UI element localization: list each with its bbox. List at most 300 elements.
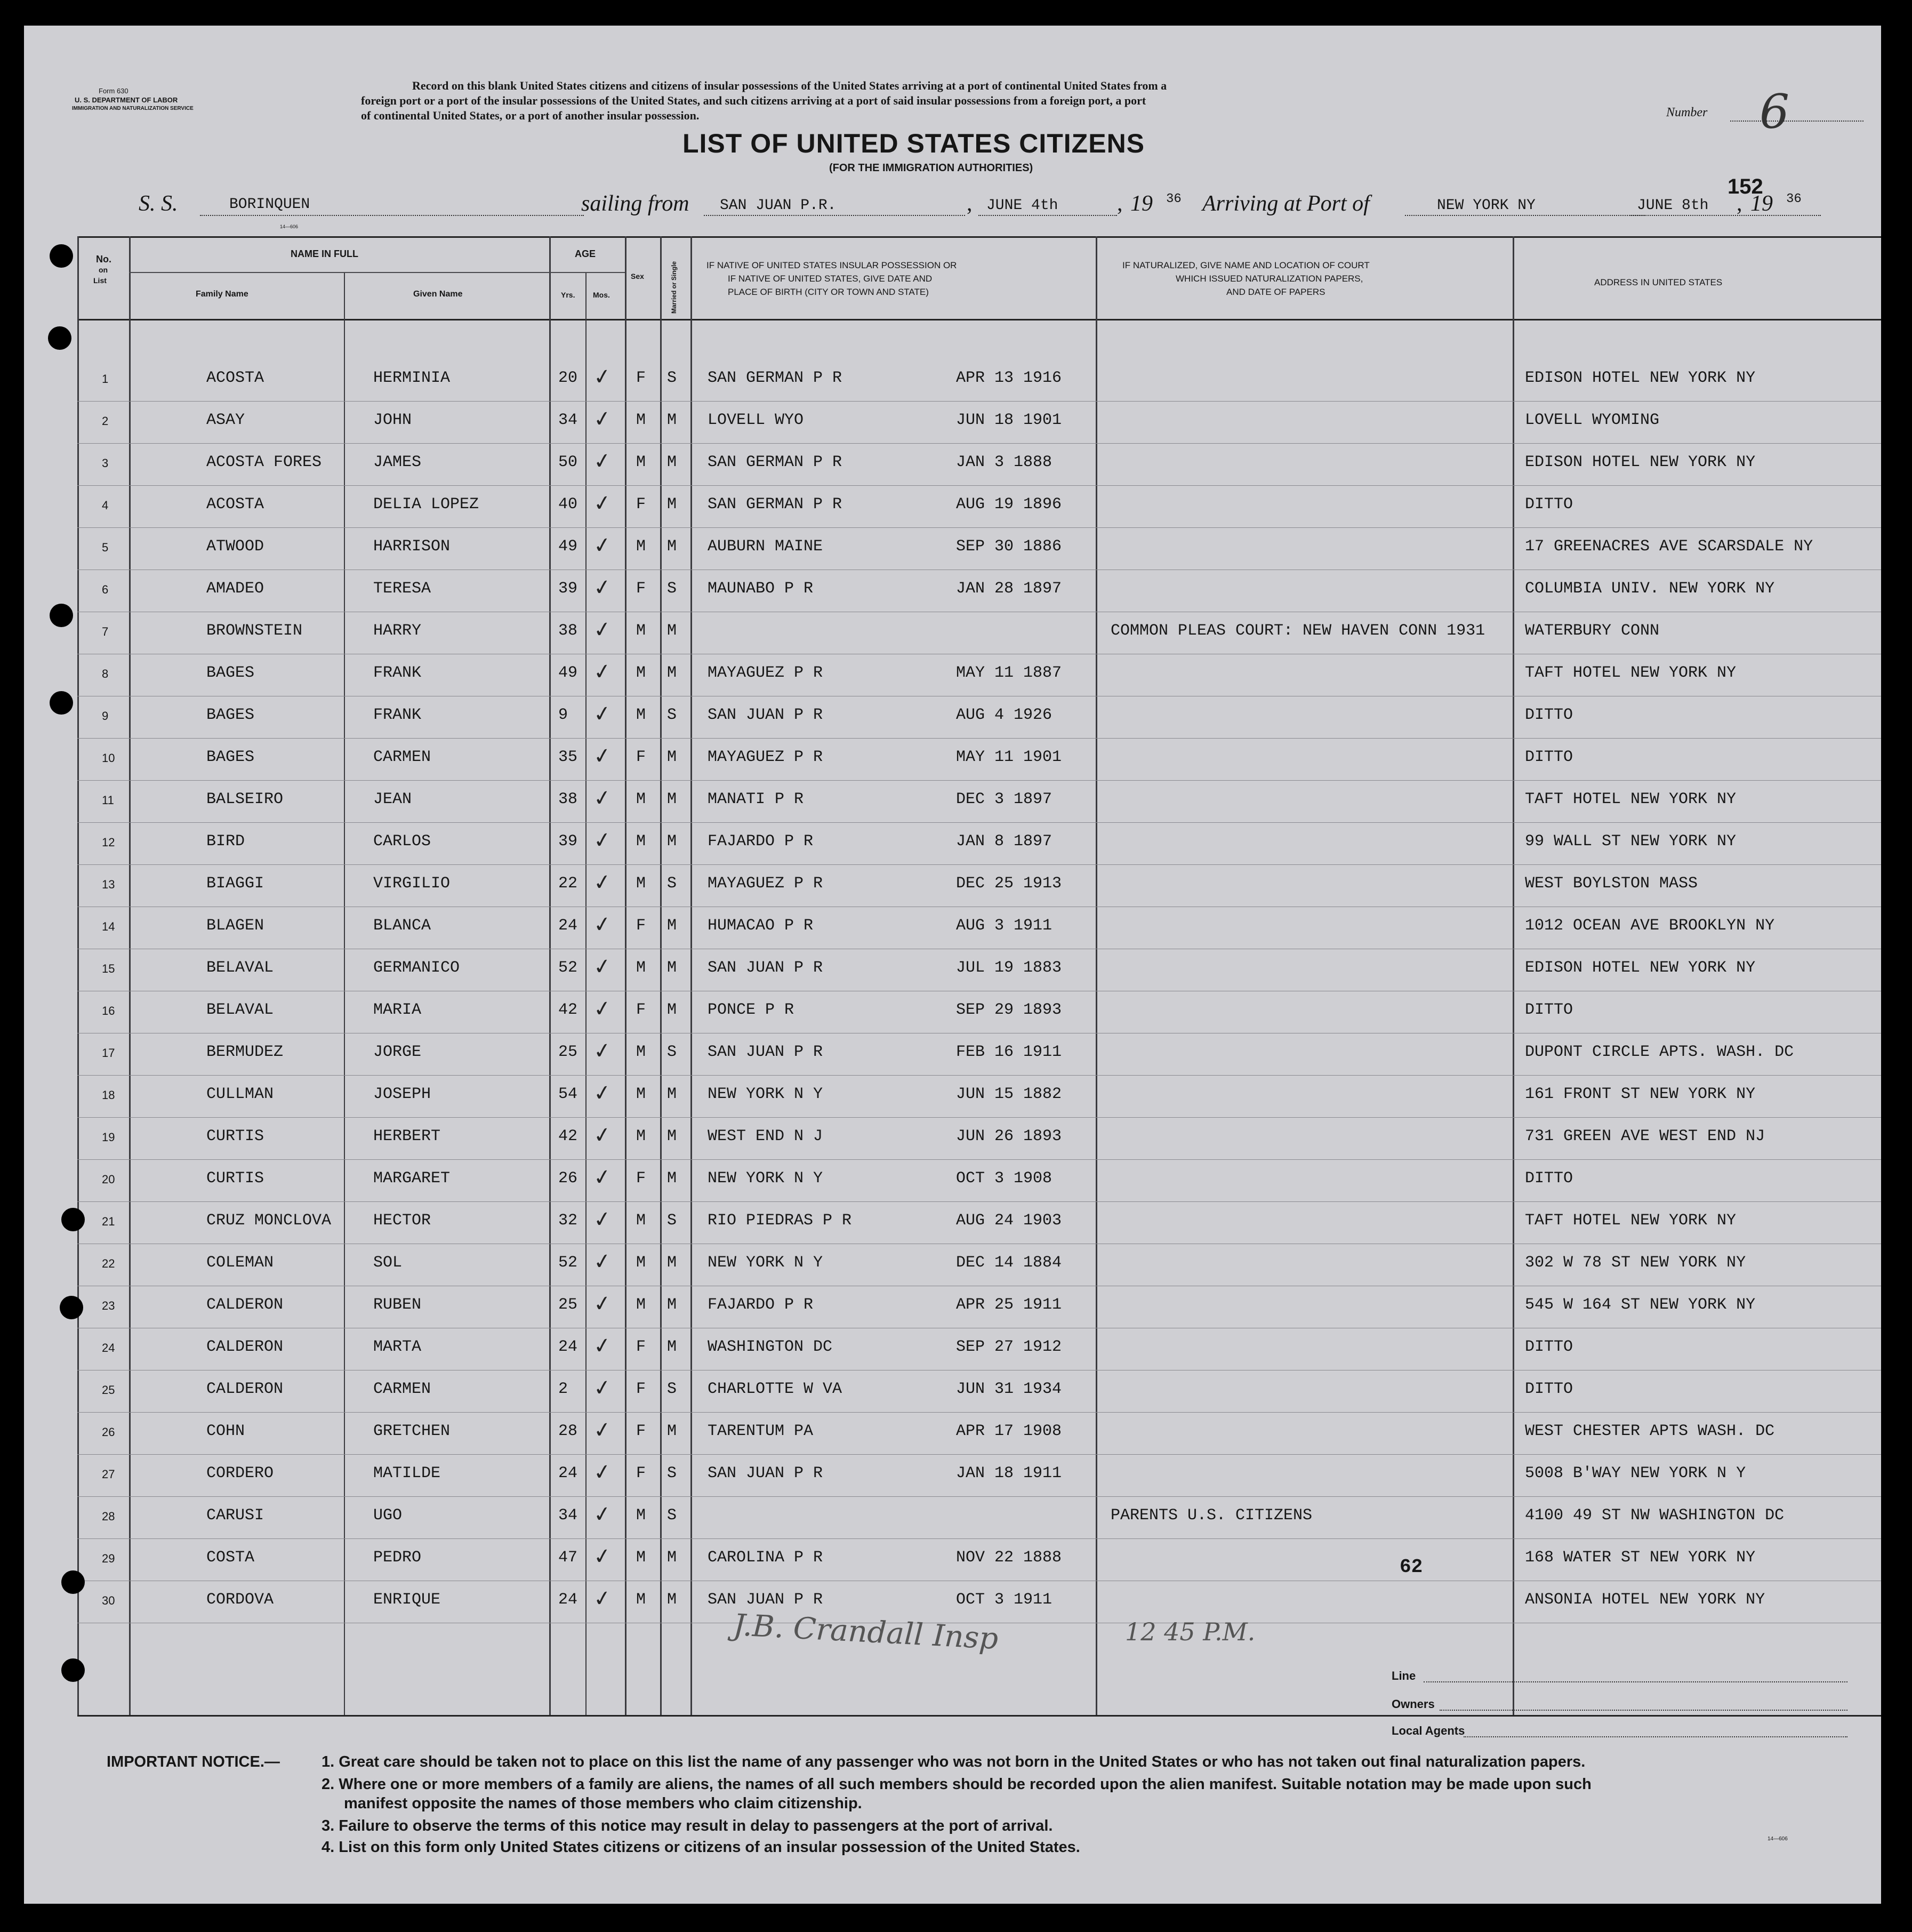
cell-date: APR 25 1911 [956,1296,1062,1314]
cell-family: CURTIS [206,1169,264,1188]
cell-place: NEW YORK N Y [708,1169,823,1188]
row-rule [77,401,1881,402]
cell-given: JORGE [373,1043,422,1061]
table-row [24,782,1881,823]
cell-date: SEP 27 1912 [956,1338,1062,1356]
cell-addr: DUPONT CIRCLE APTS. WASH. DC [1525,1043,1794,1061]
cell-no: 5 [102,541,109,554]
cell-no: 12 [102,836,115,849]
cell-no: 4 [102,499,109,512]
cell-sex: M [636,1043,646,1061]
table-row [24,866,1881,908]
cell-sex: M [636,1549,646,1567]
cell-place: CAROLINA P R [708,1549,823,1567]
header-naturalized-3: AND DATE OF PAPERS [1226,287,1325,297]
cell-no: 9 [102,709,109,723]
cell-family: BELAVAL [206,959,274,977]
cell-sex: M [636,832,646,851]
table-row [24,445,1881,486]
table-row [24,1372,1881,1413]
table-row [24,360,1881,402]
table-row [24,1329,1881,1371]
stamp-number: 152 [1728,175,1763,198]
check-mark-icon: ✓ [591,447,613,475]
cell-addr: DITTO [1525,1380,1573,1398]
cell-place: SAN JUAN P R [708,1464,823,1482]
cell-addr: DITTO [1525,495,1573,514]
punch-hole [50,604,73,627]
cell-place: MAUNABO P R [708,580,814,598]
cell-date: DEC 14 1884 [956,1254,1062,1272]
cell-family: BIRD [206,832,245,851]
punch-hole [50,244,73,268]
cell-addr: EDISON HOTEL NEW YORK NY [1525,453,1756,471]
row-rule [77,1201,1881,1202]
cell-no: 28 [102,1510,115,1523]
cell-ms: M [667,453,677,471]
cell-yrs: 42 [558,1127,578,1145]
table-row [24,403,1881,444]
cell-addr: 4100 49 ST NW WASHINGTON DC [1525,1506,1785,1525]
cell-no: 17 [102,1046,115,1060]
cell-family: BLAGEN [206,917,264,935]
cell-given: HECTOR [373,1212,431,1230]
row-rule [77,864,1881,865]
table-row [24,1540,1881,1582]
cell-yrs: 24 [558,1464,578,1482]
row-rule [77,780,1881,781]
cell-addr: ANSONIA HOTEL NEW YORK NY [1525,1591,1765,1609]
header-sex: Sex [631,272,644,280]
table-row [24,571,1881,613]
cell-family: ATWOOD [206,538,264,556]
table-row [24,1456,1881,1497]
check-mark-icon: ✓ [591,869,613,896]
cell-date: FEB 16 1911 [956,1043,1062,1061]
cell-yrs: 34 [558,411,578,429]
cell-no: 14 [102,920,115,933]
cell-given: HERBERT [373,1127,441,1145]
header-on: on [99,266,108,274]
cell-sex: F [636,1169,646,1188]
check-mark-icon: ✓ [591,1290,613,1318]
punch-hole [50,691,73,715]
table-row [24,655,1881,697]
cell-family: BAGES [206,664,255,682]
cell-ms: M [667,748,677,766]
notice-title: IMPORTANT NOTICE.— [107,1753,280,1770]
cell-no: 23 [102,1299,115,1312]
cell-addr: DITTO [1525,706,1573,724]
cell-ms: M [667,664,677,682]
cell-yrs: 40 [558,495,578,514]
cell-ms: M [667,1591,677,1609]
cell-family: ASAY [206,411,245,429]
cell-family: BERMUDEZ [206,1043,284,1061]
table-row [24,1203,1881,1245]
table-row [24,613,1881,655]
punch-hole [48,326,71,350]
cell-yrs: 35 [558,748,578,766]
cell-no: 1 [102,372,109,386]
cell-ms: S [667,1212,677,1230]
cell-date: JAN 18 1911 [956,1464,1062,1482]
table-row [24,1498,1881,1540]
cell-given: JOHN [373,411,412,429]
cell-yrs: 25 [558,1296,578,1314]
cell-family: COHN [206,1422,245,1440]
cell-ms: M [667,959,677,977]
cell-addr: TAFT HOTEL NEW YORK NY [1525,1212,1737,1230]
cell-sex: M [636,622,646,640]
cell-no: 7 [102,625,109,638]
cell-ms: M [667,538,677,556]
cell-given: MARTA [373,1338,422,1356]
check-mark-icon: ✓ [591,1206,613,1233]
cell-place: HUMACAO P R [708,917,814,935]
cell-ms: M [667,917,677,935]
cell-nat: PARENTS U.S. CITIZENS [1111,1506,1313,1525]
check-mark-icon: ✓ [591,1121,613,1149]
header-birth-1: IF NATIVE OF UNITED STATES INSULAR POSSESSION OR [706,260,957,270]
cell-yrs: 28 [558,1422,578,1440]
owners-label: Owners [1392,1697,1435,1711]
arrival-date: JUNE 8th [1637,197,1709,214]
cell-given: FRANK [373,706,422,724]
sailing-label: sailing from [581,191,689,216]
header-married: Married or Single [670,261,678,314]
cell-given: HERMINIA [373,369,451,387]
owners-field [1440,1710,1847,1711]
cell-date: JAN 8 1897 [956,832,1053,851]
punch-hole [61,1208,85,1231]
cell-addr: EDISON HOTEL NEW YORK NY [1525,369,1756,387]
table-row [24,1287,1881,1329]
number-label: Number [1666,106,1708,119]
count-annotation: 62 [1400,1556,1423,1578]
row-rule [77,1538,1881,1539]
check-mark-icon: ✓ [591,1458,613,1486]
cell-family: BROWNSTEIN [206,622,303,640]
table-row [24,1077,1881,1118]
cell-date: SEP 30 1886 [956,538,1062,556]
cell-family: ACOSTA [206,495,264,514]
cell-addr: COLUMBIA UNIV. NEW YORK NY [1525,580,1775,598]
table-row [24,1245,1881,1287]
notice-2-cont: manifest opposite the names of those members who claim citizenship. [344,1795,862,1812]
cell-family: BELAVAL [206,1001,274,1019]
cell-no: 13 [102,878,115,891]
cell-yrs: 24 [558,1338,578,1356]
cell-addr: DITTO [1525,1001,1573,1019]
cell-addr: WATERBURY CONN [1525,622,1660,640]
check-mark-icon: ✓ [591,1248,613,1276]
cell-place: SAN GERMAN P R [708,369,842,387]
check-mark-icon: ✓ [591,1164,613,1191]
check-mark-icon: ✓ [591,953,613,981]
cell-yrs: 32 [558,1212,578,1230]
line-field [1424,1681,1847,1682]
cell-family: BAGES [206,748,255,766]
cell-no: 26 [102,1425,115,1439]
cell-yrs: 49 [558,664,578,682]
cell-sex: M [636,538,646,556]
cell-place: TARENTUM PA [708,1422,814,1440]
cell-sex: F [636,917,646,935]
cell-yrs: 24 [558,1591,578,1609]
subheader-rule-age [549,272,625,273]
cell-given: ENRIQUE [373,1591,441,1609]
cell-ms: M [667,1085,677,1103]
check-mark-icon: ✓ [591,784,613,812]
cell-date: MAY 11 1887 [956,664,1062,682]
cell-yrs: 22 [558,875,578,893]
cell-yrs: 24 [558,917,578,935]
row-rule [77,822,1881,823]
cell-date: AUG 24 1903 [956,1212,1062,1230]
cell-place: FAJARDO P R [708,832,814,851]
cell-given: TERESA [373,580,431,598]
cell-place: SAN JUAN P R [708,706,823,724]
cell-family: BALSEIRO [206,790,284,808]
cell-ms: M [667,1001,677,1019]
arrival-date-line [1629,215,1821,216]
row-rule [77,1075,1881,1076]
row-rule [77,738,1881,739]
table-row [24,1582,1881,1624]
ship-line [200,215,584,216]
sail-date-line [978,215,1117,216]
comma-2: , [1117,191,1123,216]
cell-no: 8 [102,667,109,680]
cell-ms: M [667,1254,677,1272]
cell-yrs: 42 [558,1001,578,1019]
cell-place: AUBURN MAINE [708,538,823,556]
cell-family: CALDERON [206,1380,284,1398]
check-mark-icon: ✓ [591,616,613,644]
cell-sex: F [636,369,646,387]
cell-no: 30 [102,1594,115,1607]
cell-given: MARGARET [373,1169,451,1188]
cell-given: MARIA [373,1001,422,1019]
sail-year: 36 [1166,192,1182,206]
check-mark-icon: ✓ [591,1079,613,1107]
cell-yrs: 49 [558,538,578,556]
cell-addr: 161 FRONT ST NEW YORK NY [1525,1085,1756,1103]
punch-hole [61,1658,85,1682]
cell-addr: 17 GREENACRES AVE SCARSDALE NY [1525,538,1813,556]
header-family-name: Family Name [196,290,248,299]
cell-yrs: 54 [558,1085,578,1103]
cell-ms: M [667,622,677,640]
cell-place: SAN JUAN P R [708,959,823,977]
check-mark-icon: ✓ [591,1374,613,1402]
cell-ms: S [667,1043,677,1061]
sail-year-prefix: 19 [1130,191,1153,216]
cell-ms: M [667,1338,677,1356]
cell-addr: LOVELL WYOMING [1525,411,1660,429]
arrival-year: 36 [1786,192,1802,206]
cell-family: BIAGGI [206,875,264,893]
cell-yrs: 2 [558,1380,568,1398]
cell-sex: M [636,453,646,471]
header-yrs: Yrs. [561,291,575,299]
cell-date: AUG 19 1896 [956,495,1062,514]
cell-family: COSTA [206,1549,255,1567]
cell-date: OCT 3 1908 [956,1169,1053,1188]
check-mark-icon: ✓ [591,1332,613,1360]
cell-addr: TAFT HOTEL NEW YORK NY [1525,664,1737,682]
cell-sex: M [636,1506,646,1525]
agents-field [1464,1736,1847,1737]
cell-yrs: 20 [558,369,578,387]
table-bottom-rule [77,1715,1881,1717]
cell-place: SAN JUAN P R [708,1591,823,1609]
line-label: Line [1392,1669,1416,1682]
cell-family: AMADEO [206,580,264,598]
table-row [24,1119,1881,1160]
cell-place: PONCE P R [708,1001,794,1019]
cell-sex: M [636,1127,646,1145]
cell-addr: 302 W 78 ST NEW YORK NY [1525,1254,1746,1272]
arrival-port-line [1405,215,1645,216]
cell-no: 11 [102,793,114,807]
header-list: List [93,276,107,285]
cell-no: 25 [102,1383,115,1397]
cell-no: 29 [102,1552,115,1565]
cell-family: ACOSTA FORES [206,453,322,471]
cell-given: CARMEN [373,1380,431,1398]
cell-family: CALDERON [206,1296,284,1314]
ss-label: S. S. [139,191,178,216]
cell-place: LOVELL WYO [708,411,804,429]
page-title: LIST OF UNITED STATES CITIZENS [682,129,1145,158]
cell-yrs: 47 [558,1549,578,1567]
cell-ms: M [667,495,677,514]
header-given-name: Given Name [413,290,463,299]
cell-yrs: 50 [558,453,578,471]
header-birth-3: PLACE OF BIRTH (CITY OR TOWN AND STATE) [728,287,929,297]
cell-no: 6 [102,583,109,596]
check-mark-icon: ✓ [591,1585,613,1613]
cell-given: JAMES [373,453,422,471]
cell-yrs: 39 [558,580,578,598]
table-row [24,529,1881,571]
cell-place: NEW YORK N Y [708,1254,823,1272]
cell-sex: M [636,411,646,429]
cell-family: CURTIS [206,1127,264,1145]
cell-family: CALDERON [206,1338,284,1356]
cell-family: CORDERO [206,1464,274,1482]
cell-date: JUN 31 1934 [956,1380,1062,1398]
cell-given: BLANCA [373,917,431,935]
cell-place: SAN GERMAN P R [708,453,842,471]
cell-given: JEAN [373,790,412,808]
cell-no: 16 [102,1004,115,1017]
cell-place: RIO PIEDRAS P R [708,1212,852,1230]
notice-1: 1. Great care should be taken not to place on this list the name of any passenger who was not born in the United States or who has not taken out final naturalization papers. [322,1753,1586,1770]
cell-sex: M [636,1296,646,1314]
cell-sex: M [636,875,646,893]
check-mark-icon: ✓ [591,1037,613,1065]
manifest-sheet [24,26,1881,1904]
number-value: 6 [1760,84,1789,139]
cell-addr: TAFT HOTEL NEW YORK NY [1525,790,1737,808]
cell-given: CARLOS [373,832,431,851]
cell-date: APR 17 1908 [956,1422,1062,1440]
cell-addr: 168 WATER ST NEW YORK NY [1525,1549,1756,1567]
cell-sex: M [636,1254,646,1272]
cell-yrs: 39 [558,832,578,851]
cell-addr: EDISON HOTEL NEW YORK NY [1525,959,1756,977]
cell-addr: 545 W 164 ST NEW YORK NY [1525,1296,1756,1314]
cell-given: GRETCHEN [373,1422,451,1440]
cell-place: NEW YORK N Y [708,1085,823,1103]
cell-given: DELIA LOPEZ [373,495,479,514]
cell-sex: M [636,706,646,724]
cell-yrs: 52 [558,1254,578,1272]
check-mark-icon: ✓ [591,1416,613,1444]
page-subtitle: (FOR THE IMMIGRATION AUTHORITIES) [829,162,1033,174]
cell-date: JAN 28 1897 [956,580,1062,598]
cell-sex: F [636,580,646,598]
cell-sex: M [636,1085,646,1103]
cell-given: GERMANICO [373,959,460,977]
sail-date: JUNE 4th [986,197,1058,214]
arrival-port: NEW YORK NY [1437,197,1536,214]
row-rule [77,1496,1881,1497]
cell-given: UGO [373,1506,403,1525]
cell-no: 19 [102,1131,115,1144]
cell-ms: M [667,411,677,429]
cell-sex: M [636,1212,646,1230]
cell-given: RUBEN [373,1296,422,1314]
header-birth-2: IF NATIVE OF UNITED STATES, GIVE DATE AND [728,274,933,284]
cell-sex: F [636,1338,646,1356]
table-row [24,1035,1881,1076]
check-mark-icon: ✓ [591,995,613,1023]
check-mark-icon: ✓ [591,742,613,770]
table-top-rule [77,236,1881,238]
departure-port: SAN JUAN P.R. [720,197,837,214]
cell-sex: M [636,1591,646,1609]
cell-given: VIRGILIO [373,875,451,893]
cell-ms: M [667,1296,677,1314]
cell-ms: M [667,1169,677,1188]
cell-no: 18 [102,1088,115,1102]
cell-family: CARUSI [206,1506,264,1525]
cell-date: JUN 15 1882 [956,1085,1062,1103]
cell-family: CULLMAN [206,1085,274,1103]
form-number: Form 630 [99,87,128,95]
cell-given: FRANK [373,664,422,682]
cell-ms: M [667,790,677,808]
cell-addr: 731 GREEN AVE WEST END NJ [1525,1127,1765,1145]
cell-no: 27 [102,1468,115,1481]
instructions-line-2: foreign port or a port of the insular possessions of the United States, and such citizens arriving at a port of said insular possessions from a foreign port, a port [361,94,1146,107]
row-rule [77,1159,1881,1160]
cell-date: MAY 11 1901 [956,748,1062,766]
notice-4: 4. List on this form only United States citizens or citizens of an insular possession of the United States. [322,1839,1080,1856]
footer-code: 14—606 [1768,1836,1788,1842]
cell-ms: S [667,875,677,893]
check-mark-icon: ✓ [591,1501,613,1528]
agents-label: Local Agents [1392,1724,1465,1737]
cell-family: CORDOVA [206,1591,274,1609]
cell-date: JUN 18 1901 [956,411,1062,429]
cell-given: SOL [373,1254,403,1272]
cell-yrs: 52 [558,959,578,977]
